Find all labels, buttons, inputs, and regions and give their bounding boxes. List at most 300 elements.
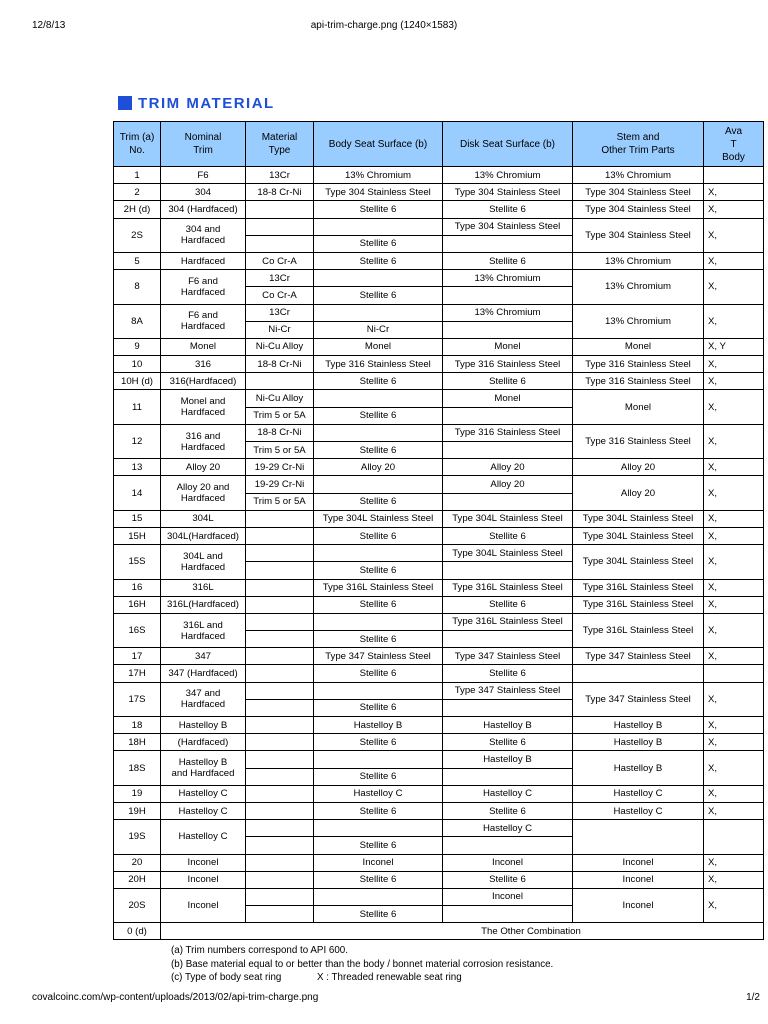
cell-body-seat: Stellite 6 <box>314 287 443 304</box>
cell-body-seat: 13% Chromium <box>314 167 443 184</box>
cell-stem-trim: Alloy 20 <box>573 459 704 476</box>
cell-body-seat <box>314 888 443 905</box>
cell-material-type <box>246 768 314 785</box>
footnote-c-x: X : Threaded renewable seat ring <box>317 972 462 983</box>
blue-square-icon <box>118 96 132 110</box>
cell-material-type: Trim 5 or 5A <box>246 493 314 510</box>
cell-body-seat: Ni-Cr <box>314 321 443 338</box>
cell-nominal-trim: 347 and Hardfaced <box>161 682 246 716</box>
cell-trim-no: 17S <box>114 682 161 716</box>
cell-disk-seat: Hastelloy B <box>443 717 573 734</box>
cell-available-type: X, <box>704 424 764 458</box>
cell-material-type: 13Cr <box>246 167 314 184</box>
cell-nominal-trim: F6 and Hardfaced <box>161 304 246 338</box>
cell-disk-seat: Type 316L Stainless Steel <box>443 579 573 596</box>
cell-trim-no: 2 <box>114 184 161 201</box>
cell-nominal-trim: 316L <box>161 579 246 596</box>
cell-nominal-trim: F6 <box>161 167 246 184</box>
cell-available-type: X, <box>704 218 764 252</box>
cell-nominal-trim: Monel and Hardfaced <box>161 390 246 424</box>
cell-available-type: X, <box>704 751 764 785</box>
cell-stem-trim: Type 304L Stainless Steel <box>573 527 704 544</box>
cell-material-type <box>246 510 314 527</box>
cell-available-type: X, <box>704 613 764 647</box>
cell-disk-seat: Stellite 6 <box>443 871 573 888</box>
cell-stem-trim: Type 316L Stainless Steel <box>573 613 704 647</box>
table-row <box>114 854 764 871</box>
cell-nominal-trim: Hastelloy B and Hardfaced <box>161 751 246 785</box>
cell-available-type: X, Y <box>704 338 764 355</box>
cell-body-seat: Stellite 6 <box>314 235 443 252</box>
cell-trim-no: 0 (d) <box>114 923 161 940</box>
cell-body-seat: Alloy 20 <box>314 459 443 476</box>
file-title: api-trim-charge.png (1240×1583) <box>310 20 458 31</box>
cell-disk-seat: Stellite 6 <box>443 734 573 751</box>
cell-available-type: X, <box>704 201 764 218</box>
header-material-type: Material Type <box>246 122 314 167</box>
cell-available-type: X, <box>704 304 764 338</box>
cell-disk-seat <box>443 235 573 252</box>
cell-available-type: X, <box>704 545 764 579</box>
cell-body-seat: Stellite 6 <box>314 596 443 613</box>
footnotes <box>171 944 731 985</box>
cell-trim-no: 19S <box>114 820 161 854</box>
cell-trim-no: 12 <box>114 424 161 458</box>
cell-available-type: X, <box>704 459 764 476</box>
cell-material-type <box>246 820 314 837</box>
cell-disk-seat: 13% Chromium <box>443 270 573 287</box>
cell-material-type <box>246 631 314 648</box>
cell-stem-trim: Type 304L Stainless Steel <box>573 510 704 527</box>
table-row <box>114 579 764 596</box>
cell-material-type: 13Cr <box>246 270 314 287</box>
cell-disk-seat: Type 347 Stainless Steel <box>443 682 573 699</box>
trim-material-table <box>113 121 764 940</box>
cell-disk-seat <box>443 631 573 648</box>
cell-disk-seat: Type 347 Stainless Steel <box>443 648 573 665</box>
cell-material-type <box>246 854 314 871</box>
cell-trim-no: 15H <box>114 527 161 544</box>
cell-disk-seat: Monel <box>443 390 573 407</box>
cell-stem-trim: Hastelloy C <box>573 785 704 802</box>
header-nominal-trim: Nominal Trim <box>161 122 246 167</box>
cell-stem-trim: Type 304L Stainless Steel <box>573 545 704 579</box>
cell-material-type <box>246 888 314 905</box>
cell-material-type: 13Cr <box>246 304 314 321</box>
cell-body-seat: Stellite 6 <box>314 802 443 819</box>
cell-material-type <box>246 717 314 734</box>
cell-nominal-trim: Hardfaced <box>161 252 246 269</box>
cell-nominal-trim: 347 <box>161 648 246 665</box>
cell-material-type <box>246 785 314 802</box>
cell-trim-no: 14 <box>114 476 161 510</box>
cell-disk-seat: Stellite 6 <box>443 201 573 218</box>
cell-nominal-trim: Hastelloy C <box>161 802 246 819</box>
cell-body-seat: Type 304 Stainless Steel <box>314 184 443 201</box>
cell-stem-trim: 13% Chromium <box>573 167 704 184</box>
cell-trim-no: 16H <box>114 596 161 613</box>
cell-material-type <box>246 906 314 923</box>
cell-stem-trim: Hastelloy B <box>573 751 704 785</box>
cell-material-type: Trim 5 or 5A <box>246 407 314 424</box>
cell-available-type: X, <box>704 648 764 665</box>
table-row <box>114 734 764 751</box>
table-row <box>114 338 764 355</box>
cell-trim-no: 16S <box>114 613 161 647</box>
cell-available-type <box>704 167 764 184</box>
footnote-b: (b) Base material equal to or better than the body / bonnet material corrosion resistance. <box>171 958 554 970</box>
table-row <box>114 167 764 184</box>
cell-available-type <box>704 820 764 854</box>
cell-trim-no: 20H <box>114 871 161 888</box>
cell-body-seat: Inconel <box>314 854 443 871</box>
cell-material-type <box>246 665 314 682</box>
header-trim-no: Trim (a) No. <box>114 122 161 167</box>
cell-body-seat <box>314 613 443 630</box>
table-row <box>114 785 764 802</box>
cell-body-seat: Type 316 Stainless Steel <box>314 356 443 373</box>
cell-disk-seat: Type 304L Stainless Steel <box>443 510 573 527</box>
print-footer <box>0 990 768 1024</box>
cell-stem-trim: Type 304 Stainless Steel <box>573 184 704 201</box>
table-row <box>114 424 764 441</box>
cell-material-type: 19-29 Cr-Ni <box>246 459 314 476</box>
table-row <box>114 459 764 476</box>
cell-trim-no: 20 <box>114 854 161 871</box>
cell-material-type <box>246 837 314 854</box>
cell-body-seat: Hastelloy B <box>314 717 443 734</box>
cell-available-type: X, <box>704 510 764 527</box>
cell-trim-no: 18S <box>114 751 161 785</box>
cell-disk-seat <box>443 493 573 510</box>
section-title <box>118 94 275 112</box>
footnote-c-text: (c) Type of body seat ring <box>171 972 282 983</box>
cell-nominal-trim: Inconel <box>161 854 246 871</box>
table-row <box>114 717 764 734</box>
footnote-c <box>171 971 731 985</box>
cell-body-seat: Type 347 Stainless Steel <box>314 648 443 665</box>
cell-body-seat: Type 316L Stainless Steel <box>314 579 443 596</box>
cell-available-type: X, <box>704 373 764 390</box>
table-row <box>114 184 764 201</box>
cell-disk-seat: 13% Chromium <box>443 304 573 321</box>
page-number: 1/2 <box>746 992 760 1003</box>
cell-disk-seat: Alloy 20 <box>443 459 573 476</box>
cell-body-seat: Stellite 6 <box>314 699 443 716</box>
cell-body-seat: Stellite 6 <box>314 527 443 544</box>
cell-available-type: X, <box>704 682 764 716</box>
cell-disk-seat: Stellite 6 <box>443 373 573 390</box>
cell-body-seat: Stellite 6 <box>314 734 443 751</box>
cell-material-type <box>246 373 314 390</box>
cell-disk-seat: 13% Chromium <box>443 167 573 184</box>
table-row <box>114 510 764 527</box>
table-row <box>114 665 764 682</box>
cell-disk-seat: Type 316 Stainless Steel <box>443 356 573 373</box>
cell-disk-seat: Type 316 Stainless Steel <box>443 424 573 441</box>
cell-material-type <box>246 527 314 544</box>
cell-available-type: X, <box>704 717 764 734</box>
cell-available-type: X, <box>704 527 764 544</box>
table-row <box>114 648 764 665</box>
cell-material-type <box>246 579 314 596</box>
table-row <box>114 373 764 390</box>
cell-material-type <box>246 682 314 699</box>
cell-nominal-trim: Hastelloy C <box>161 820 246 854</box>
cell-stem-trim: Type 347 Stainless Steel <box>573 682 704 716</box>
cell-material-type <box>246 802 314 819</box>
cell-disk-seat: Stellite 6 <box>443 665 573 682</box>
footnote-a: (a) Trim numbers correspond to API 600. <box>171 945 348 956</box>
cell-nominal-trim: Hastelloy C <box>161 785 246 802</box>
cell-disk-seat: Inconel <box>443 854 573 871</box>
cell-nominal-trim: 316 <box>161 356 246 373</box>
table-header-row <box>114 122 764 167</box>
cell-material-type <box>246 699 314 716</box>
cell-trim-no: 19 <box>114 785 161 802</box>
cell-material-type <box>246 218 314 235</box>
cell-body-seat: Stellite 6 <box>314 562 443 579</box>
table-row <box>114 545 764 562</box>
cell-disk-seat: Stellite 6 <box>443 527 573 544</box>
table-row <box>114 613 764 630</box>
print-header <box>0 0 768 31</box>
table-row <box>114 888 764 905</box>
cell-nominal-trim: 316(Hardfaced) <box>161 373 246 390</box>
cell-trim-no: 19H <box>114 802 161 819</box>
cell-nominal-trim: 304 (Hardfaced) <box>161 201 246 218</box>
cell-material-type: 18-8 Cr-Ni <box>246 184 314 201</box>
table-row-other <box>114 923 764 940</box>
cell-available-type: X, <box>704 356 764 373</box>
table-body <box>114 167 764 940</box>
cell-trim-no: 8A <box>114 304 161 338</box>
cell-body-seat: Hastelloy C <box>314 785 443 802</box>
cell-nominal-trim: F6 and Hardfaced <box>161 270 246 304</box>
table-row <box>114 201 764 218</box>
cell-available-type: X, <box>704 734 764 751</box>
cell-trim-no: 9 <box>114 338 161 355</box>
table-row <box>114 304 764 321</box>
cell-body-seat <box>314 545 443 562</box>
cell-disk-seat: Hastelloy B <box>443 751 573 768</box>
cell-material-type <box>246 734 314 751</box>
cell-disk-seat <box>443 837 573 854</box>
table-row <box>114 270 764 287</box>
table-row <box>114 820 764 837</box>
cell-body-seat <box>314 424 443 441</box>
cell-body-seat: Stellite 6 <box>314 373 443 390</box>
cell-stem-trim: Inconel <box>573 888 704 922</box>
cell-stem-trim: Type 304 Stainless Steel <box>573 218 704 252</box>
cell-nominal-trim: (Hardfaced) <box>161 734 246 751</box>
cell-disk-seat: Hastelloy C <box>443 820 573 837</box>
cell-material-type: Trim 5 or 5A <box>246 442 314 459</box>
cell-disk-seat: Stellite 6 <box>443 596 573 613</box>
cell-body-seat: Stellite 6 <box>314 906 443 923</box>
cell-nominal-trim: 347 (Hardfaced) <box>161 665 246 682</box>
cell-trim-no: 16 <box>114 579 161 596</box>
cell-material-type <box>246 871 314 888</box>
cell-material-type: Ni-Cu Alloy <box>246 338 314 355</box>
cell-material-type: Co Cr-A <box>246 252 314 269</box>
table-row <box>114 802 764 819</box>
cell-nominal-trim: 316L and Hardfaced <box>161 613 246 647</box>
cell-material-type <box>246 545 314 562</box>
header-body-seat-surface: Body Seat Surface (b) <box>314 122 443 167</box>
cell-material-type: 19-29 Cr-Ni <box>246 476 314 493</box>
cell-stem-trim: Type 316 Stainless Steel <box>573 424 704 458</box>
cell-disk-seat <box>443 699 573 716</box>
cell-trim-no: 2H (d) <box>114 201 161 218</box>
cell-disk-seat: Inconel <box>443 888 573 905</box>
cell-disk-seat: Stellite 6 <box>443 802 573 819</box>
cell-nominal-trim: 304 <box>161 184 246 201</box>
print-date: 12/8/13 <box>32 20 66 31</box>
header-disk-seat-surface: Disk Seat Surface (b) <box>443 122 573 167</box>
cell-body-seat <box>314 820 443 837</box>
cell-trim-no: 1 <box>114 167 161 184</box>
cell-available-type: X, <box>704 888 764 922</box>
header-stem-other-trim: Stem and Other Trim Parts <box>573 122 704 167</box>
cell-stem-trim: Type 316 Stainless Steel <box>573 356 704 373</box>
cell-material-type: Ni-Cr <box>246 321 314 338</box>
cell-body-seat <box>314 476 443 493</box>
cell-disk-seat <box>443 287 573 304</box>
cell-body-seat: Stellite 6 <box>314 837 443 854</box>
cell-stem-trim: Type 316L Stainless Steel <box>573 596 704 613</box>
cell-stem-trim: Hastelloy B <box>573 734 704 751</box>
cell-trim-no: 5 <box>114 252 161 269</box>
cell-material-type: 18-8 Cr-Ni <box>246 356 314 373</box>
cell-body-seat: Stellite 6 <box>314 871 443 888</box>
cell-nominal-trim: Hastelloy B <box>161 717 246 734</box>
cell-disk-seat <box>443 442 573 459</box>
cell-body-seat <box>314 751 443 768</box>
cell-nominal-trim: Inconel <box>161 888 246 922</box>
cell-stem-trim: Type 316 Stainless Steel <box>573 373 704 390</box>
cell-stem-trim <box>573 665 704 682</box>
cell-stem-trim: Type 316L Stainless Steel <box>573 579 704 596</box>
cell-available-type: X, <box>704 785 764 802</box>
cell-stem-trim: Type 347 Stainless Steel <box>573 648 704 665</box>
cell-available-type: X, <box>704 476 764 510</box>
cell-stem-trim: Monel <box>573 338 704 355</box>
cell-available-type: X, <box>704 184 764 201</box>
cell-disk-seat <box>443 768 573 785</box>
cell-body-seat <box>314 304 443 321</box>
table-row <box>114 527 764 544</box>
cell-disk-seat: Type 304L Stainless Steel <box>443 545 573 562</box>
cell-stem-trim: Inconel <box>573 854 704 871</box>
cell-material-type: Ni-Cu Alloy <box>246 390 314 407</box>
trim-material-table-container <box>113 121 745 941</box>
cell-disk-seat: Alloy 20 <box>443 476 573 493</box>
cell-body-seat: Type 304L Stainless Steel <box>314 510 443 527</box>
cell-trim-no: 10H (d) <box>114 373 161 390</box>
cell-available-type: X, <box>704 854 764 871</box>
cell-trim-no: 18H <box>114 734 161 751</box>
cell-nominal-trim: 316 and Hardfaced <box>161 424 246 458</box>
cell-trim-no: 13 <box>114 459 161 476</box>
table-row <box>114 871 764 888</box>
table-row <box>114 390 764 407</box>
cell-disk-seat <box>443 562 573 579</box>
header-available-type: Ava T Body <box>704 122 764 167</box>
cell-stem-trim <box>573 820 704 854</box>
cell-trim-no: 17 <box>114 648 161 665</box>
cell-nominal-trim: Alloy 20 and Hardfaced <box>161 476 246 510</box>
cell-body-seat <box>314 218 443 235</box>
cell-body-seat <box>314 390 443 407</box>
cell-available-type: X, <box>704 802 764 819</box>
cell-stem-trim: Type 304 Stainless Steel <box>573 201 704 218</box>
cell-available-type: X, <box>704 871 764 888</box>
cell-body-seat: Stellite 6 <box>314 665 443 682</box>
table-row <box>114 252 764 269</box>
cell-disk-seat: Type 304 Stainless Steel <box>443 218 573 235</box>
cell-trim-no: 2S <box>114 218 161 252</box>
cell-trim-no: 15S <box>114 545 161 579</box>
cell-nominal-trim: 304 and Hardfaced <box>161 218 246 252</box>
cell-disk-seat: Type 304 Stainless Steel <box>443 184 573 201</box>
cell-material-type <box>246 235 314 252</box>
cell-other-combination: The Other Combination <box>161 923 764 940</box>
cell-stem-trim: Inconel <box>573 871 704 888</box>
cell-available-type: X, <box>704 390 764 424</box>
cell-stem-trim: Hastelloy C <box>573 802 704 819</box>
cell-trim-no: 11 <box>114 390 161 424</box>
table-row <box>114 596 764 613</box>
cell-body-seat: Stellite 6 <box>314 407 443 424</box>
cell-body-seat: Stellite 6 <box>314 201 443 218</box>
table-row <box>114 218 764 235</box>
cell-stem-trim: Monel <box>573 390 704 424</box>
table-row <box>114 751 764 768</box>
cell-material-type: Co Cr-A <box>246 287 314 304</box>
cell-material-type: 18-8 Cr-Ni <box>246 424 314 441</box>
cell-trim-no: 8 <box>114 270 161 304</box>
cell-nominal-trim: Inconel <box>161 871 246 888</box>
cell-body-seat: Stellite 6 <box>314 442 443 459</box>
cell-trim-no: 15 <box>114 510 161 527</box>
cell-stem-trim: Alloy 20 <box>573 476 704 510</box>
table-row <box>114 356 764 373</box>
cell-trim-no: 18 <box>114 717 161 734</box>
cell-material-type <box>246 751 314 768</box>
cell-disk-seat: Hastelloy C <box>443 785 573 802</box>
cell-stem-trim: Hastelloy B <box>573 717 704 734</box>
cell-disk-seat: Monel <box>443 338 573 355</box>
cell-body-seat: Monel <box>314 338 443 355</box>
cell-available-type: X, <box>704 252 764 269</box>
section-title-text: TRIM MATERIAL <box>138 94 275 112</box>
cell-disk-seat: Type 316L Stainless Steel <box>443 613 573 630</box>
cell-body-seat <box>314 682 443 699</box>
cell-stem-trim: 13% Chromium <box>573 304 704 338</box>
cell-body-seat: Stellite 6 <box>314 768 443 785</box>
table-row <box>114 476 764 493</box>
cell-available-type: X, <box>704 596 764 613</box>
page-url: covalcoinc.com/wp-content/uploads/2013/02/api-trim-charge.png <box>32 992 319 1003</box>
cell-nominal-trim: 316L(Hardfaced) <box>161 596 246 613</box>
cell-available-type: X, <box>704 579 764 596</box>
cell-trim-no: 20S <box>114 888 161 922</box>
cell-disk-seat <box>443 321 573 338</box>
cell-available-type <box>704 665 764 682</box>
cell-disk-seat <box>443 407 573 424</box>
cell-material-type <box>246 201 314 218</box>
